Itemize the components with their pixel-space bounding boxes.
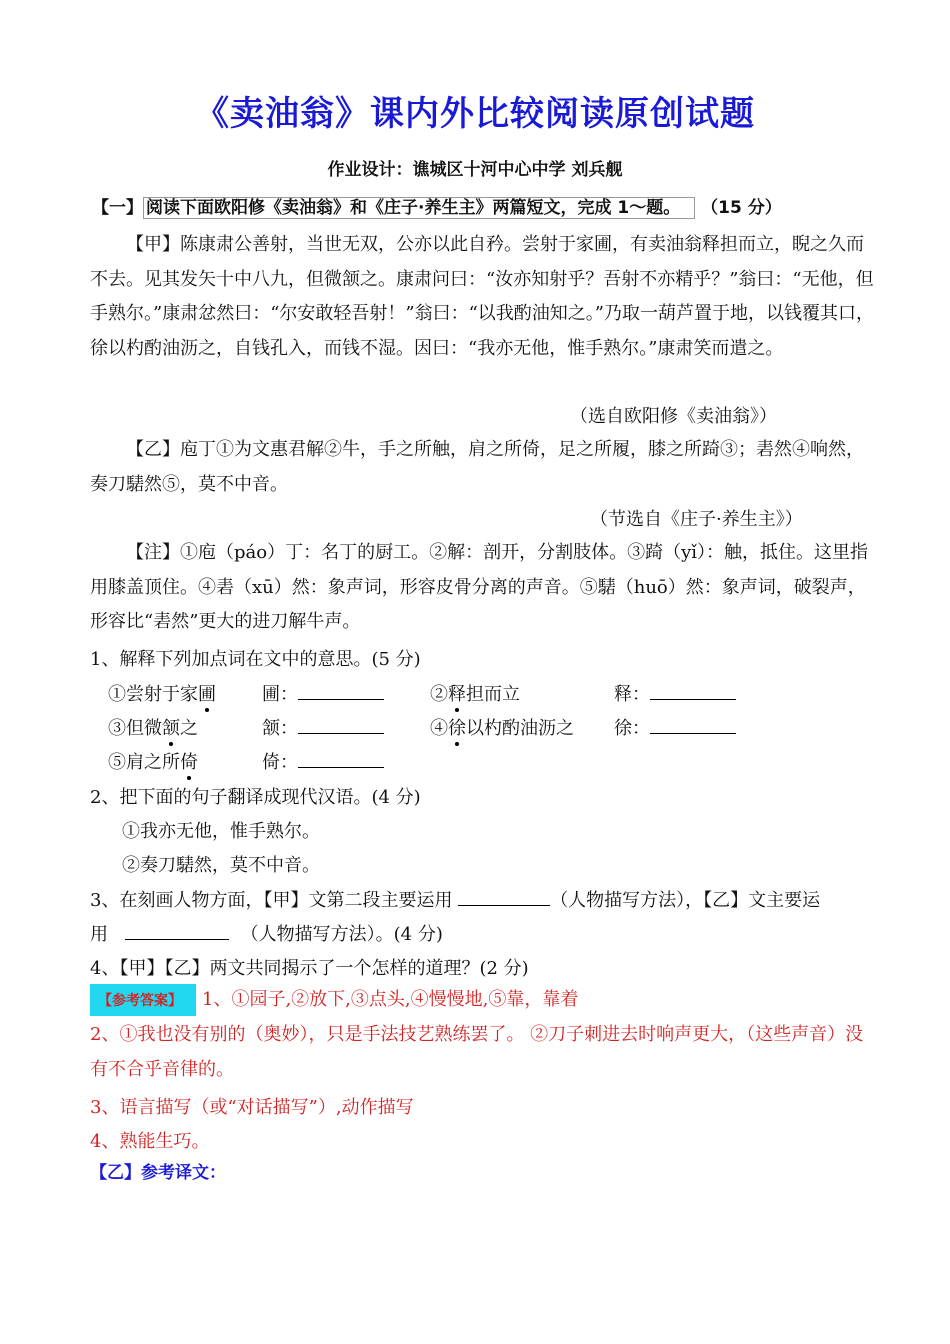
q2-sentence-1: ①我亦无他，惟手熟尔。	[122, 821, 320, 842]
answer-badge: 【参考答案】	[90, 984, 196, 1016]
q1-item-2-answer: 释：	[614, 680, 736, 706]
author-line: 作业设计：谯城区十河中心中学 刘兵舰	[327, 160, 623, 180]
answer-blank[interactable]	[298, 681, 384, 700]
question-3-line-2: 用 （人物描写方法）。(4 分)	[90, 920, 443, 946]
passage-jia: 【甲】陈康肃公善射，当世无双，公亦以此自矜。尝射于家圃，有卖油翁释担而立，睨之久而不去。见其发矢十中八九，但微颔之。康肃问曰：“汝亦知射乎？吾射不亦精乎？”翁曰：“无他，但手熟尔。”康肃忿然曰：“尔安敢轻吾射！”翁曰：“以我酌油知之。”乃取一葫芦置于地，以钱覆其口，徐以杓酌油沥之，自钱孔入，而钱不湿。因曰：“我亦无他，惟手熟尔。”康肃笑而遣之。	[90, 234, 875, 359]
q1-item-5: ⑤肩之所倚	[108, 752, 198, 773]
q1-item-3-answer: 颔：	[262, 714, 384, 740]
q2-sentence-2: ②奏刀騞然，莫不中音。	[122, 855, 320, 876]
q1-item-1-answer: 圃：	[262, 680, 384, 706]
q1-item-2: ②释担而立	[430, 684, 520, 705]
source-yi: （节选自《庄子·养生主》）	[590, 509, 803, 530]
answer-blank[interactable]	[458, 887, 550, 906]
yi-translation-heading: 【乙】参考译文：	[90, 1163, 226, 1183]
section-score: （15 分）	[701, 198, 782, 218]
answer-blank[interactable]	[298, 715, 384, 734]
q1-item-1: ①尝射于家圃	[108, 684, 216, 705]
question-2-prompt: 2、把下面的句子翻译成现代汉语。(4 分)	[90, 787, 421, 808]
notes: 【注】①庖（páo）丁：名丁的厨工。②解：剖开，分割肢体。③踦（yǐ）：触，抵住。这里指用膝盖顶住。④砉（xū）然：象声词，形容皮骨分离的声音。⑤騞（huō）然：象声词，破裂声，形容比“砉然”更大的进刀解牛声。	[90, 542, 869, 632]
passage-yi: 【乙】庖丁①为文惠君解②牛，手之所触，肩之所倚，足之所履，膝之所踦③；砉然④响然，奏刀騞然⑤，莫不中音。	[90, 439, 864, 495]
question-4-prompt: 4、【甲】【乙】两文共同揭示了一个怎样的道理？(2 分)	[90, 958, 529, 979]
section-heading	[92, 193, 782, 218]
q1-item-4: ④徐以杓酌油沥之	[430, 718, 574, 739]
section-instruction: 阅读下面欧阳修《卖油翁》和《庄子·养生主》两篇短文，完成 1～题。	[143, 197, 695, 219]
answer-blank[interactable]	[650, 681, 736, 700]
section-label: 【一】	[92, 198, 143, 218]
q1-item-4-answer: 徐：	[614, 714, 736, 740]
answer-3: 3、语言描写（或“对话描写”）,动作描写	[90, 1097, 414, 1118]
answer-blank[interactable]	[125, 921, 229, 940]
q1-item-5-answer: 倚：	[262, 748, 384, 774]
source-jia: （选自欧阳修《卖油翁》）	[570, 406, 777, 427]
answer-blank[interactable]	[650, 715, 736, 734]
q1-item-3: ③但微颔之	[108, 718, 198, 739]
question-1-prompt: 1、解释下列加点词在文中的意思。(5 分)	[90, 649, 421, 670]
question-3-line-1: 3、在刻画人物方面，【甲】文第二段主要运用 （人物描写方法），【乙】文主要运	[90, 886, 820, 912]
page-title: 《卖油翁》课内外比较阅读原创试题	[195, 94, 755, 134]
answer-1: 【参考答案】 1、①园子,②放下,③点头,④慢慢地,⑤靠，靠着	[90, 984, 578, 1016]
answer-2: 2、①我也没有别的（奥妙），只是手法技艺熟练罢了。 ②刀子刺进去时响声更大，（这些声音）没有不合乎音律的。	[90, 1024, 864, 1080]
answer-blank[interactable]	[298, 749, 384, 768]
answer-4: 4、熟能生巧。	[90, 1131, 210, 1152]
